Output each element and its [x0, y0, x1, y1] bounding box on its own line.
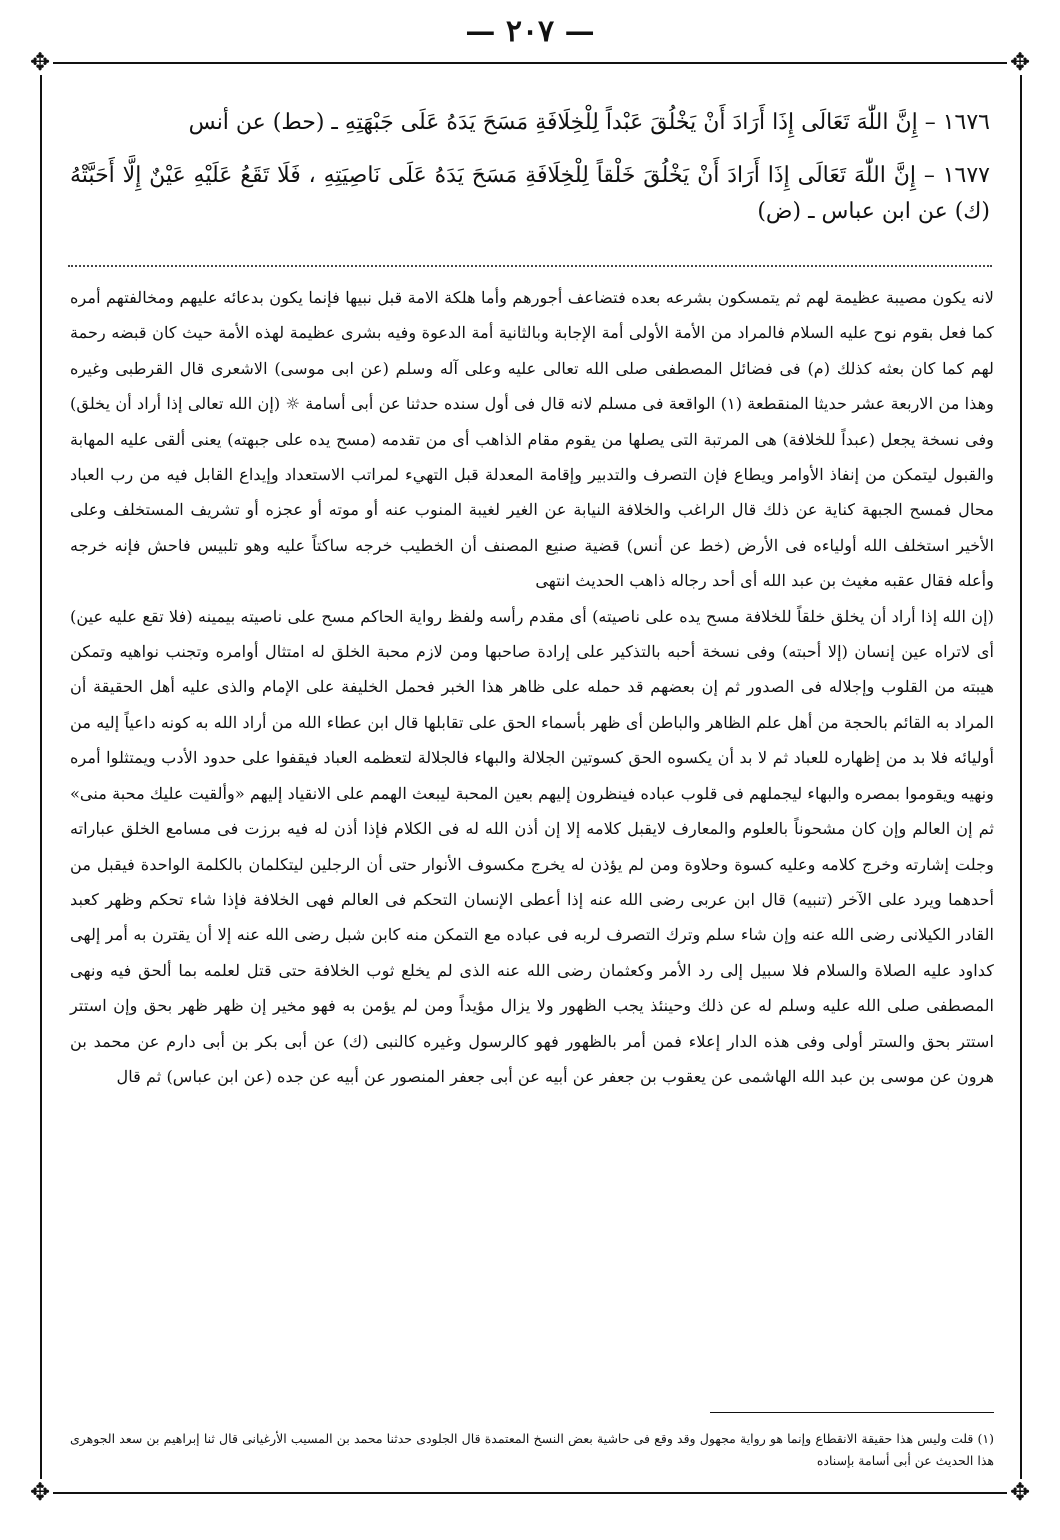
ornament-icon: ✥ — [27, 49, 53, 75]
ornament-icon: ✥ — [1007, 49, 1033, 75]
commentary — [70, 280, 994, 1094]
frame-left-border — [40, 62, 42, 1492]
ornament-icon: ✥ — [27, 1479, 53, 1505]
frame-top-border — [40, 62, 1020, 64]
ornament-icon: ✥ — [1007, 1479, 1033, 1505]
hadith-1676: ١٦٧٦ – إِنَّ اللّٰهَ تَعَالَى إِذَا أَرَادَ أَنْ يَخْلُقَ عَبْداً لِلْخِلَافَةِ مَسَحَ يَدَهُ عَلَى جَبْهَتِهِ ـ (حط) عن أنس — [188, 110, 990, 135]
dotted-divider — [68, 265, 992, 267]
page-number: — ٢٠٧ — — [465, 14, 595, 49]
footnote-rule — [710, 1412, 994, 1413]
frame-bottom-border — [40, 1492, 1020, 1494]
hadith-1677: ١٦٧٧ – إِنَّ اللّٰهَ تَعَالَى إِذَا أَرَادَ أَنْ يَخْلُقَ خَلْقاً لِلْخِلَافَةِ مَسَحَ يَدَهُ عَلَى نَاصِيَتِهِ ، فَلَا تَقَعُ عَلَيْهِ عَيْنٌ إِلَّا أَحَبَّتْهُ (ك) عن ابن عباس ـ (ض) — [70, 163, 990, 224]
commentary-paragraph-2: (إن الله إذا أراد أن يخلق خلقاً للخلافة مسح يده على ناصيته) أى مقدم رأسه ولفظ رواية الحاكم مسح على ناصيته بيمينه (فلا تقع عليه عين) أى لاتراه عين إنسان (إلا أحبته) وفى نسخة أحبه بالتذكير على إرادة صاحبها ومن لازم محبة الخلق له امتثال أوامره وتجنب نواهيه وتمكن هيبته من القلوب وإجلاله فى الصدور ثم إن بعضهم قد حمله على ظاهر هذا الخبر فحمل الخليفة على الإمام والذى عليه أهل الحقيقة أن المراد به القائم بالحجة من أهل علم الظاهر والباطن أى ظهر بأسماء الحق على تقابلها قال ابن عطاء الله من أراد الله به كونه داعياً إليه من أوليائه فلا بد من إظهاره للعباد ثم لا بد أن يكسوه الحق كسوتين الجلالة والبهاء فالجلالة لتعظمه العباد فيقفوا على حدود الأدب ويمتثلوا أمره ونهيه ويقوموا بمصره والبهاء ليجملهم فى قلوب عباده فينظرون إليهم بعين المحبة ليبعث الهمم على الانقياد إليهم «وألقيت عليك محبة منى» ثم إن العالم وإن كان مشحوناً بالعلوم والمعارف لايقبل كلامه إلا إن أذن الله له فى الكلام فإذا أذن له فيه برزت فى مسامع الخلق عباراته وجلت إشارته وخرج كلامه وعليه كسوة وحلاوة ومن لم يؤذن له يخرج مكسوف الأنوار حتى أن الرجلين ليتكلمان بالكلمة الواحدة فيقبل من أحدهما ويرد على الآخر (تنبيه) قال ابن عربى رضى الله عنه إذا أعطى الإنسان التحكم فى العالم فهى الخلافة فإذا شاء تحكم وظهر كعبد القادر الكيلانى رضى الله عنه وإن شاء سلم وترك التصرف لربه فى عباده مع التمكن منه كابن شبل رضى الله عنه إلا أن يقترن به أمر إلهى كداود عليه الصلاة والسلام فلا سبيل إلى رد الأمر وكعثمان رضى الله عنه الذى لم يخلع ثوب الخلافة حتى قتل لعلمه بما ألحق فيه ونهى المصطفى صلى الله عليه وسلم له عن ذلك وحينئذ يجب الظهور ولا يزال مؤيداً ومن لم يؤمن به فهو مخير إن ظهر ظهر بحق وإن استتر استتر بحق والستر أولى وفى هذه الدار إعلاء فمن أمر بالظهور فهو كالرسول وغيره كالنبى (ك) عن أبى بكر بن أبى دارم عن محمد بن هرون عن موسى بن عبد الله الهاشمى عن يعقوب بن جعفر عن أبيه عن أبى جعفر المنصور عن أبيه عن جده (عن ابن عباس) ثم قال — [70, 606, 994, 1086]
frame-right-border — [1020, 62, 1022, 1492]
footnote: (١) قلت وليس هذا حقيقة الانقطاع وإنما هو رواية مجهول وقد وقع فى حاشية بعض النسخ المعتمدة قال الجلودى حدثنا محمد بن المسيب الأرغيانى قال ثنا إبراهيم بن سعد الجوهرى هذا الحديث عن أبى أسامة بإسناده — [70, 1431, 994, 1468]
commentary-paragraph-1: لانه يكون مصيبة عظيمة لهم ثم يتمسكون بشرعه بعده فتضاعف أجورهم وأما هلكة الامة قبل نبيها فإنما يكون بدعائه عليهم ومخالفتهم أمره كما فعل بقوم نوح عليه السلام فالمراد من الأمة الأولى أمة الإجابة وبالثانية أمة الدعوة وفيه بشرى عظيمة لهذه الأمة حيث كان قبضه رحمة لهم كما كان بعثه كذلك (م) فى فضائل المصطفى صلى الله تعالى عليه وعلى آله وسلم (عن ابى موسى) الاشعرى قال القرطبى وغيره وهذا من الاربعة عشر حديثا المنقطعة (١) الواقعة فى مسلم لانه قال فى أول سنده حدثنا عن أبى أسامة ☼ (إن الله تعالى إذا أراد أن يخلق) وفى نسخة يجعل (عبداً للخلافة) هى المرتبة التى يصلها من يقوم مقام الذاهب أى من تقدمه (مسح يده على جبهته) يعنى ألقى عليه المهابة والقبول ليتمكن من إنفاذ الأوامر ويطاع فإن التصرف والتدبير وإقامة المعدلة قبل التهيء لمراتب الاستعداد وإيداع القابل فيه من رب العباد محال فمسح الجبهة كناية عن ذلك قال الراغب والخلافة النيابة عن الغير لغيبة المنوب عنه أو موته أو عجزه أو تشريف المستخلف وعلى الأخير استخلف الله أولياءه فى الأرض (خط عن أنس) قضية صنيع المصنف أن الخطيب خرجه ساكتاً عليه وهو تلبيس فاحش فإنه خرجه وأعله فقال عقبه مغيث بن عبد الله أى أحد رجاله ذاهب الحديث انتهى — [70, 288, 994, 591]
